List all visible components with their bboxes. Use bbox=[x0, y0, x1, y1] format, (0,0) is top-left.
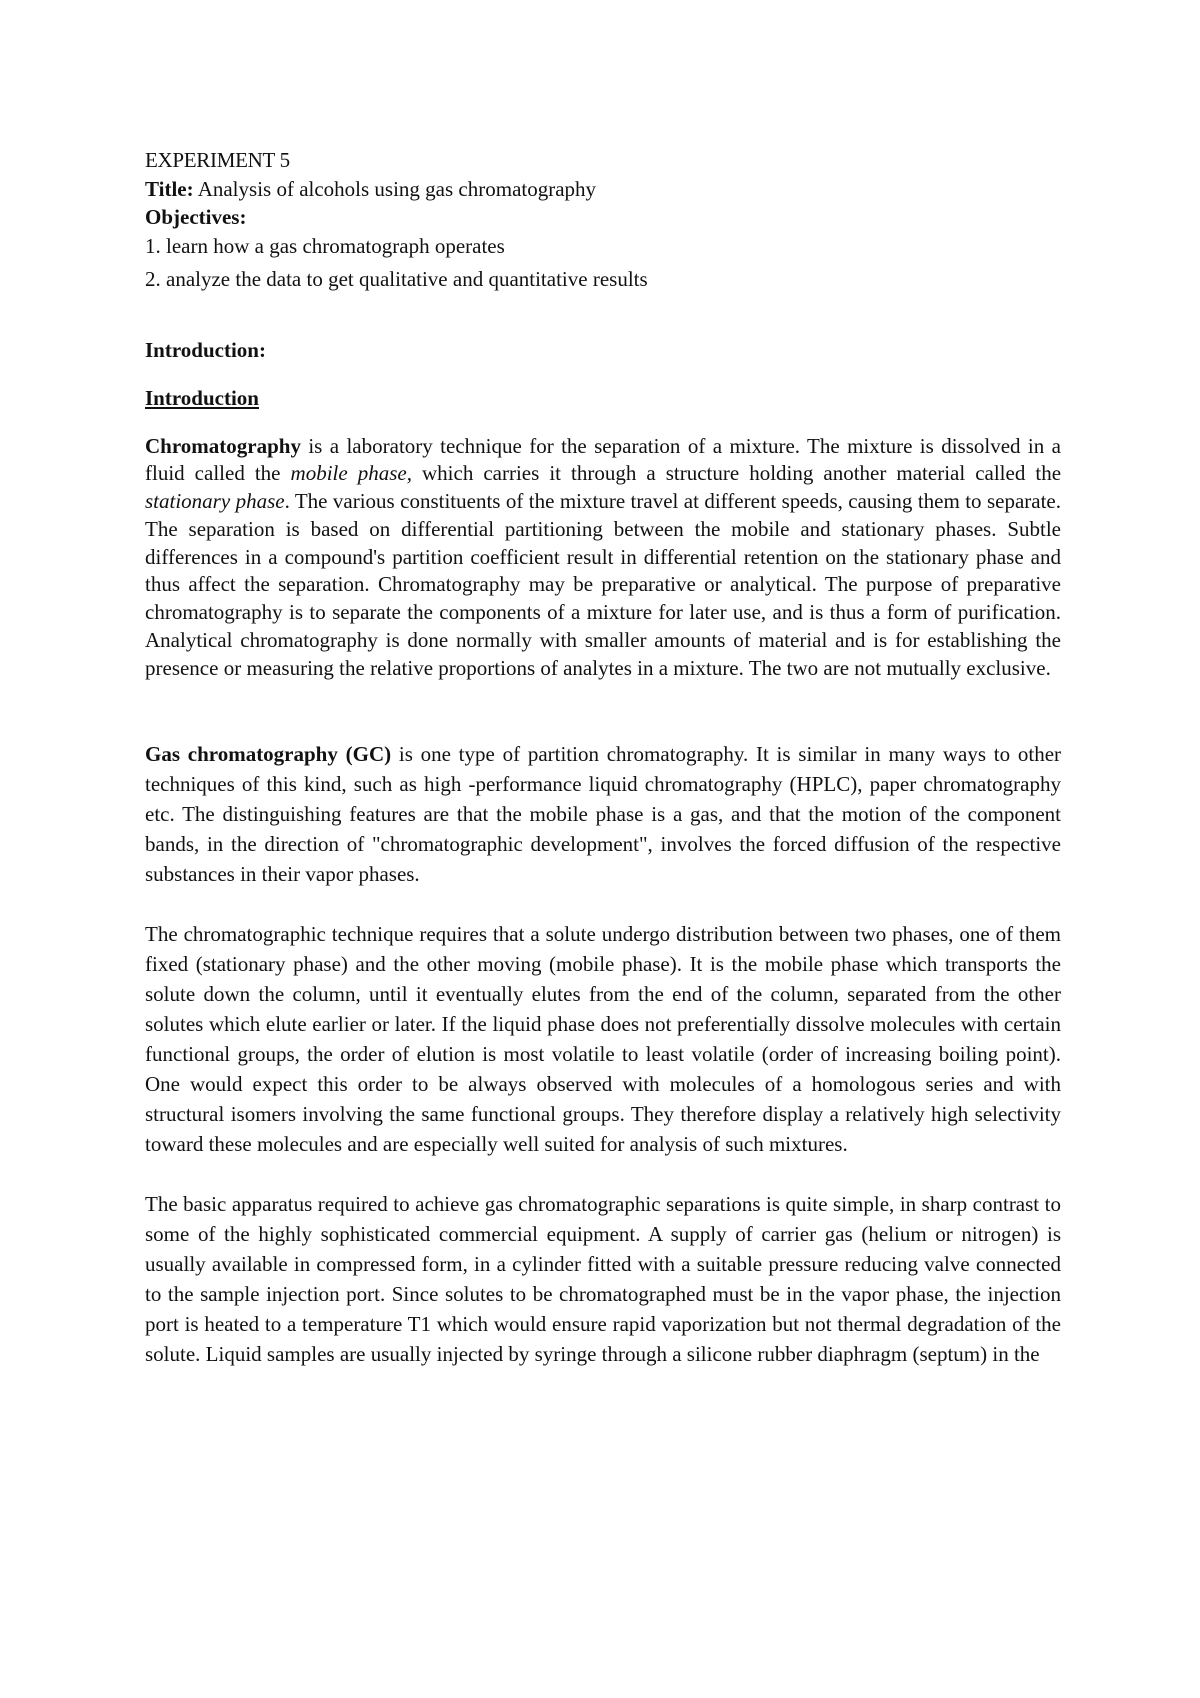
introduction-heading: Introduction bbox=[145, 386, 259, 410]
paragraph-technique: The chromatographic technique requires that a solute undergo distribution between two phases, one of them fixed (stationary phase) and the other moving (mobile phase). It is the mobile phase which transports the solute down the column, until it eventually elutes from the end of the column, separated from the other solutes which elute earlier or later. If the liquid phase does not preferentially dissolve molecules with certain functional groups, the order of elution is most volatile to least volatile (order of increasing boiling point). One would expect this order to be always observed with molecules of a homologous series and with structural isomers involving the same functional groups. They therefore display a relatively high selectivity toward these molecules and are especially well suited for analysis of such mixtures. bbox=[145, 921, 1061, 1156]
term-gas-chromatography: Gas chromatography (GC) bbox=[145, 741, 392, 766]
objective-item: 2. analyze the data to get qualitative and quantitative results bbox=[145, 267, 648, 291]
paragraph-text: which carries it through a structure holding another material called the bbox=[411, 461, 1062, 486]
document-page bbox=[145, 146, 1061, 1369]
term-mobile-phase: mobile phase, bbox=[290, 461, 412, 486]
title-label: Title: bbox=[145, 176, 194, 201]
term-stationary-phase: stationary phase bbox=[145, 489, 285, 514]
paragraph-gas-chromatography bbox=[145, 739, 1061, 889]
objective-item: 1. learn how a gas chromatograph operates bbox=[145, 233, 505, 258]
paragraph-text: is a laboratory technique for the separation of a mixture. The mixture is dissolved in a fluid called the bbox=[145, 433, 1061, 486]
title-line bbox=[145, 175, 1061, 204]
experiment-number: EXPERIMENT 5 bbox=[145, 148, 290, 172]
paragraph-text: . The various constituents of the mixture travel at different speeds, causing them to separate. The separation is based on differential partitioning between the mobile and stationary phases. Subtle differences in a compound's partition coefficient result in differential retention on the stationary phase and thus affect the separation. Chromatography may be preparative or analytical. The purpose of preparative chromatography is to separate the components of a mixture for later use, and is thus a form of purification. Analytical chromatography is done normally with smaller amounts of material and is for establishing the presence or measuring the relative proportions of analytes in a mixture. The two are not mutually exclusive. bbox=[145, 489, 1061, 680]
paragraph-chromatography bbox=[145, 433, 1061, 683]
title-text: Analysis of alcohols using gas chromatography bbox=[193, 176, 597, 201]
paragraph-text: is one type of partition chromatography. It is similar in many ways to other techniques of this kind, such as high -performance liquid chromatography (HPLC), paper chromatography etc. The distinguishing features are that the mobile phase is a gas, and that the motion of the component bands, in the direction of "chromatographic development", involves the forced diffusion of the respective substances in their vapor phases. bbox=[145, 741, 1062, 886]
objectives-label: Objectives: bbox=[145, 205, 247, 229]
term-chromatography: Chromatography bbox=[145, 433, 301, 458]
paragraph-apparatus: The basic apparatus required to achieve gas chromatographic separations is quite simple, in sharp contrast to some of the highly sophisticated commercial equipment. A supply of carrier gas (helium or nitrogen) is usually available in compressed form, in a cylinder fitted with a suitable pressure reducing valve connected to the sample injection port. Since solutes to be chromatographed must be in the vapor phase, the injection port is heated to a temperature T1 which would ensure rapid vaporization but not thermal degradation of the solute. Liquid samples are usually injected by syringe through a silicone rubber diaphragm (septum) in the bbox=[145, 1191, 1061, 1366]
introduction-label: Introduction: bbox=[145, 337, 266, 362]
